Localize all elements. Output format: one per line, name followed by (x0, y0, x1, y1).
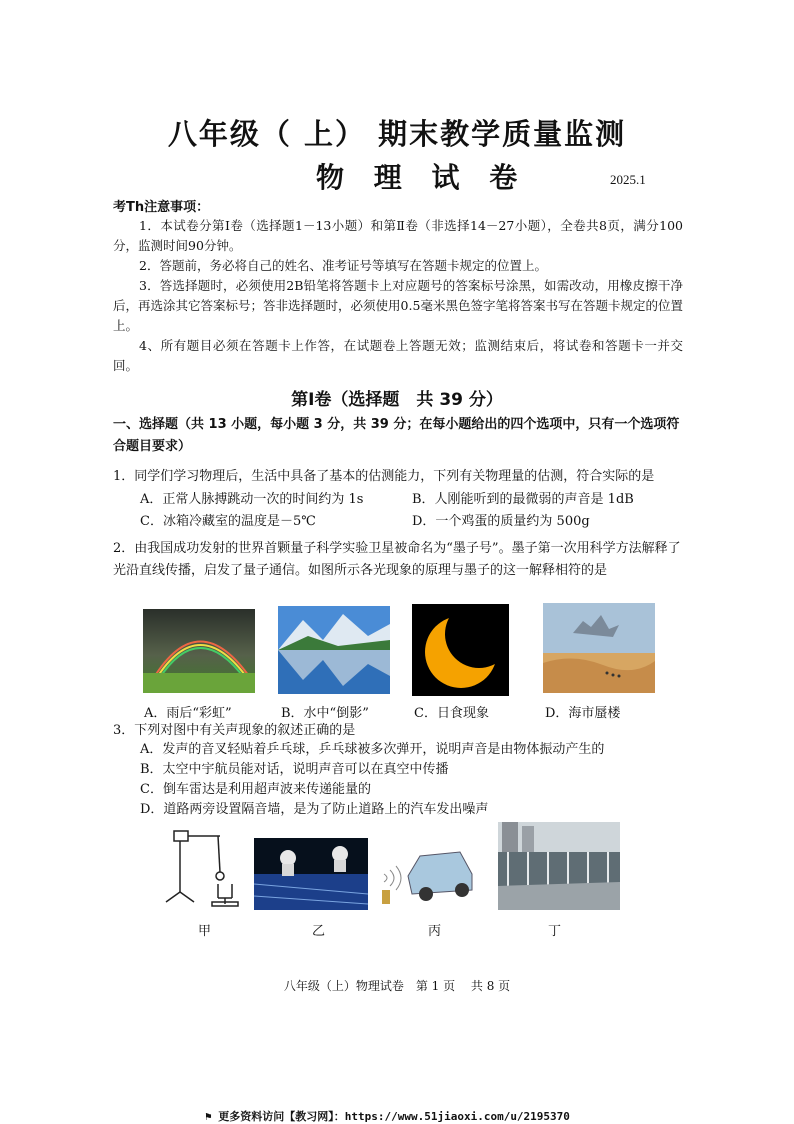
q1-option-b: B．人刚能听到的最微弱的声音是 1dB (412, 492, 634, 507)
q3-option-d: D．道路两旁设置隔音墙，是为了防止道路上的汽车发出噪声 (140, 802, 489, 817)
rainbow-image (143, 609, 255, 693)
q1-option-d: D．一个鸡蛋的质量约为 500g (412, 514, 590, 529)
q1-option-c: C．冰箱冷藏室的温度是－5℃ (140, 514, 316, 529)
exam-date: 2025.1 (610, 172, 646, 187)
q3-caption-yi: 乙 (312, 924, 326, 939)
q3-stem: 3．下列对图中有关声现象的叙述正确的是 (113, 723, 356, 738)
page-subtitle: 物 理 试 卷 (316, 161, 528, 194)
q2-caption-d: D．海市蜃楼 (545, 706, 621, 721)
q1-stem: 1．同学们学习物理后，生活中具备了基本的估测能力，下列有关物理量的估测，符合实际的是 (113, 469, 655, 484)
notice-item-2: 2．答题前，务必将自己的姓名、准考证号等填写在答题卡规定的位置上。 (139, 258, 547, 273)
q2-stem: 2．由我国成功发射的世界首颗量子科学实验卫星被命名为“墨子号”。墨子第一次用科学方法解释了光沿直线传播，启发了量子通信。如图所示各光现象的原理与墨子的这一解释相符的是 (113, 541, 681, 578)
q3-caption-ding: 丁 (548, 924, 562, 939)
q2-caption-b: B．水中“倒影” (281, 706, 369, 721)
notice-item-1: 1．本试卷分第Ⅰ卷（选择题1－13小题）和第Ⅱ卷（非选择14－27小题），全卷共8页，满分100分，监测时间90分钟。 (113, 218, 683, 253)
notice-item-4: 4、所有题目必须在答题卡上作答，在试题卷上答题无效；监测结束后，将试卷和答题卡一并交回。 (113, 338, 683, 373)
flag-icon: ⚑ (205, 1110, 219, 1123)
part-title: 一、选择题（共 13 小题，每小题 3 分，共 39 分；在每小题给出的四个选项中，只有一个选项符合题目要求） (113, 417, 680, 454)
reflection-image (278, 606, 390, 694)
q3-option-a: A．发声的音叉轻贴着乒乓球，乒乓球被多次弹开，说明声音是由物体振动产生的 (140, 742, 605, 757)
q3-caption-bing: 丙 (428, 924, 442, 939)
mirage-image (543, 603, 655, 693)
q1-option-a: A．正常人脉搏跳动一次的时间约为 1s (140, 492, 364, 507)
page-title: 八年级（ 上） 期末教学质量监测 (167, 117, 627, 151)
solar-eclipse-image (412, 604, 509, 696)
ad-text: 更多资料访问【教习网】：https://www.51jiaoxi.com/u/2195370 (218, 1110, 570, 1123)
page-footer: 八年级（上）物理试卷 第 1 页 共 8 页 (283, 979, 511, 993)
q2-caption-a: A．雨后“彩虹” (144, 706, 232, 721)
q3-option-c: C．倒车雷达是利用超声波来传递能量的 (140, 782, 371, 797)
q3-option-b: B．太空中宇航员能对话，说明声音可以在真空中传播 (140, 762, 449, 777)
reversing-radar-image (378, 838, 474, 910)
ad-link[interactable] (205, 1108, 570, 1124)
tuning-fork-image (160, 826, 250, 908)
astronauts-image (254, 838, 368, 910)
q2-caption-c: C．日食现象 (414, 706, 489, 721)
notice-heading: 考Th注意事项： (113, 200, 210, 215)
q3-caption-jia: 甲 (198, 924, 212, 939)
sound-barrier-image (498, 822, 620, 910)
section-title: 第Ⅰ卷（选择题 共 39 分） (291, 390, 503, 410)
notice-item-3: 3．答选择题时，必须使用2B铅笔将答题卡上对应题号的答案标号涂黑，如需改动，用橡皮擦干净后，再选涂其它答案标号；答非选择题时，必须使用0.5毫米黑色签字笔将答案书写在答题卡规定的位置上。 (113, 278, 683, 333)
